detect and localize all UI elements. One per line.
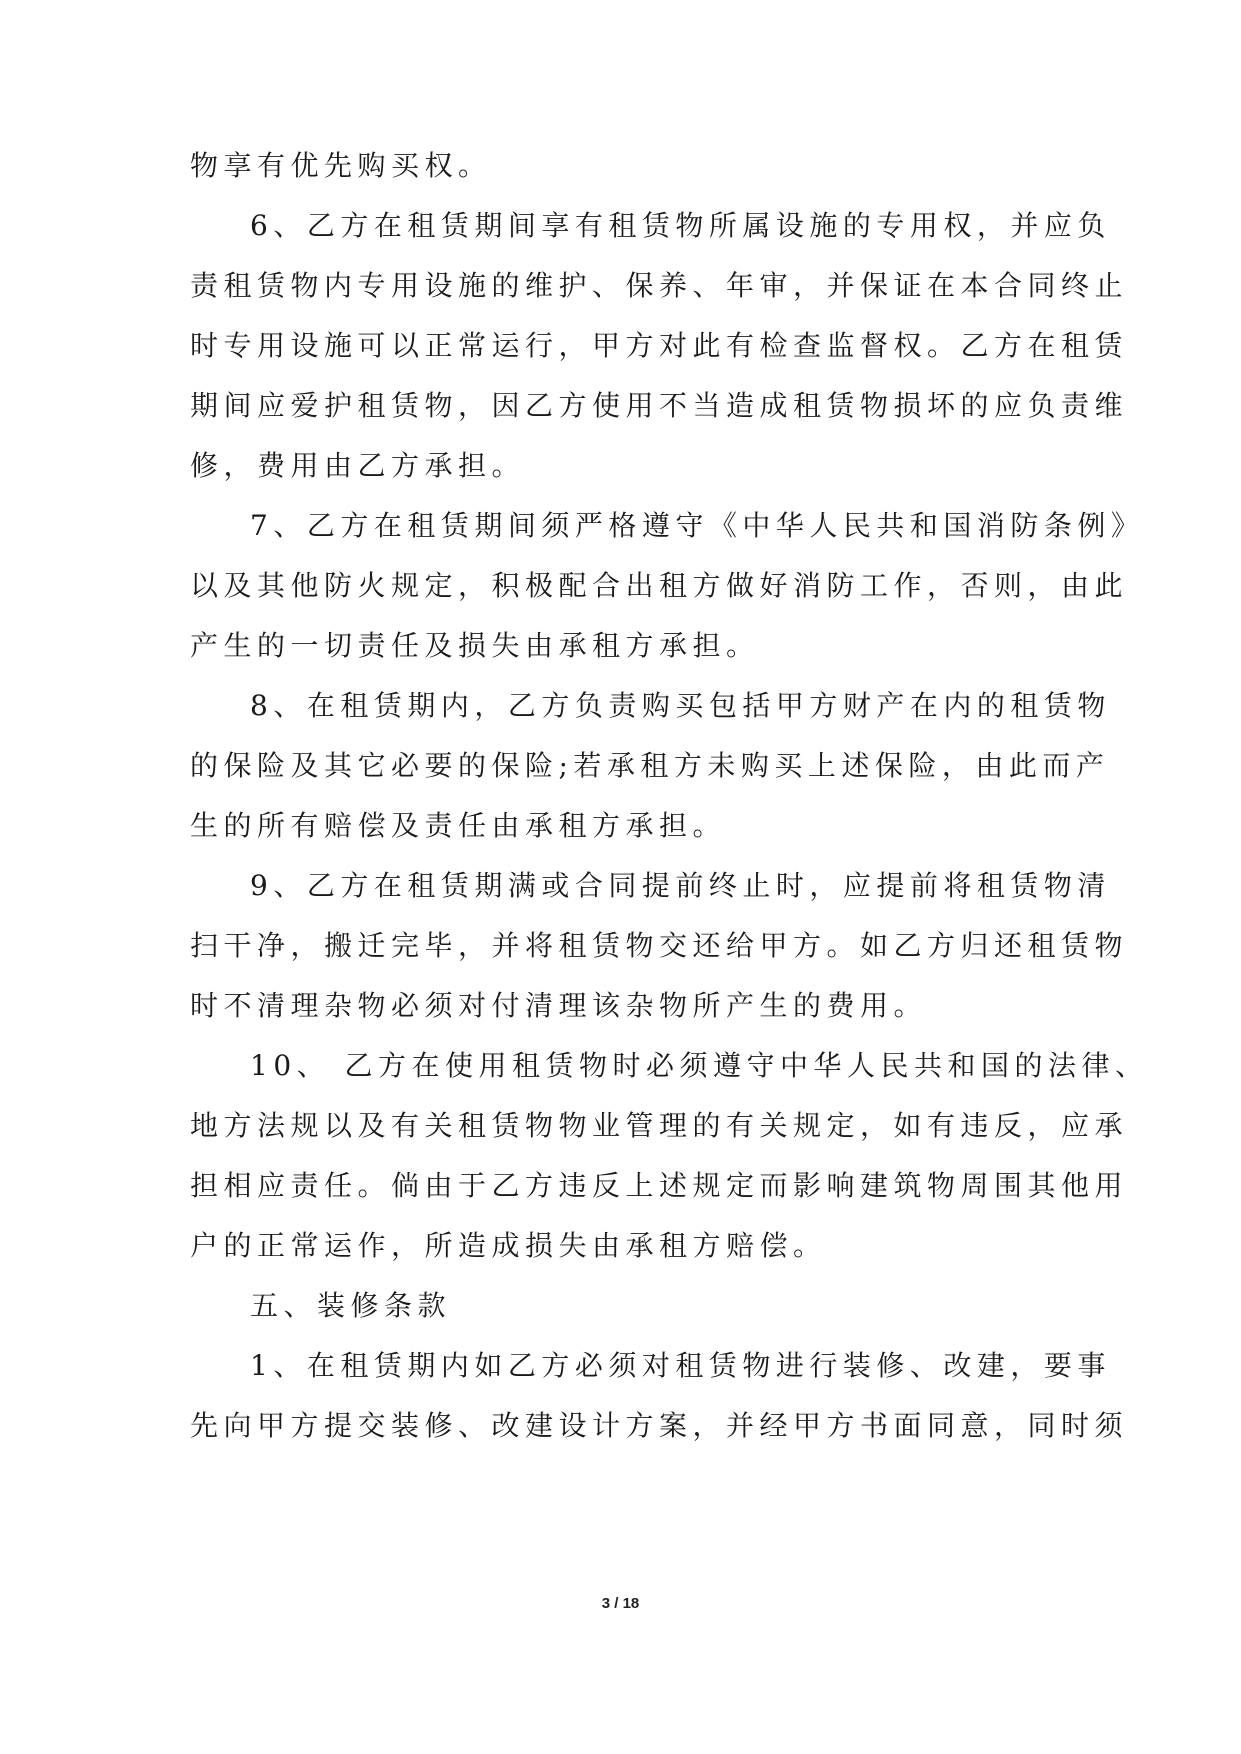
text-line: 先向甲方提交装修、改建设计方案，并经甲方书面同意，同时须: [190, 1409, 1129, 1442]
text-line: 6、乙方在租赁期间享有租赁物所属设施的专用权，并应负: [250, 209, 1111, 242]
text-line: 担相应责任。倘由于乙方违反上述规定而影响建筑物周围其他用: [190, 1169, 1129, 1202]
text-line: 产生的一切责任及损失由承租方承担。: [190, 629, 760, 662]
text-line: 修，费用由乙方承担。: [190, 449, 526, 482]
text-line: 物享有优先购买权。: [190, 149, 492, 182]
text-line: 8、在租赁期内，乙方负责购买包括甲方财产在内的租赁物: [250, 689, 1111, 722]
text-line: 7、乙方在租赁期间须严格遵守《中华人民共和国消防条例》: [250, 509, 1145, 542]
text-line: 10、 乙方在使用租赁物时必须遵守中华人民共和国的法律、: [250, 1049, 1149, 1082]
text-line: 生的所有赔偿及责任由承租方承担。: [190, 809, 727, 842]
text-line: 扫干净，搬迁完毕，并将租赁物交还给甲方。如乙方归还租赁物: [190, 929, 1129, 962]
text-line: 9、乙方在租赁期满或合同提前终止时，应提前将租赁物清: [250, 869, 1111, 902]
text-line: 期间应爱护租赁物，因乙方使用不当造成租赁物损坏的应负责维: [190, 389, 1129, 422]
section-heading: 五、装修条款: [250, 1289, 452, 1322]
text-line: 地方法规以及有关租赁物物业管理的有关规定，如有违反，应承: [190, 1109, 1129, 1142]
text-line: 1、在租赁期内如乙方必须对租赁物进行装修、改建，要事: [250, 1349, 1111, 1382]
text-line: 户的正常运作，所造成损失由承租方赔偿。: [190, 1229, 827, 1262]
text-line: 责租赁物内专用设施的维护、保养、年审，并保证在本合同终止: [190, 269, 1129, 302]
text-line: 时不清理杂物必须对付清理该杂物所产生的费用。: [190, 989, 928, 1022]
text-line: 时专用设施可以正常运行，甲方对此有检查监督权。乙方在租赁: [190, 329, 1129, 362]
text-line: 的保险及其它必要的保险;若承租方未购买上述保险，由此而产: [190, 749, 1110, 782]
page-number: 3 / 18: [601, 1595, 640, 1612]
text-line: 以及其他防火规定，积极配合出租方做好消防工作，否则，由此: [190, 569, 1129, 602]
